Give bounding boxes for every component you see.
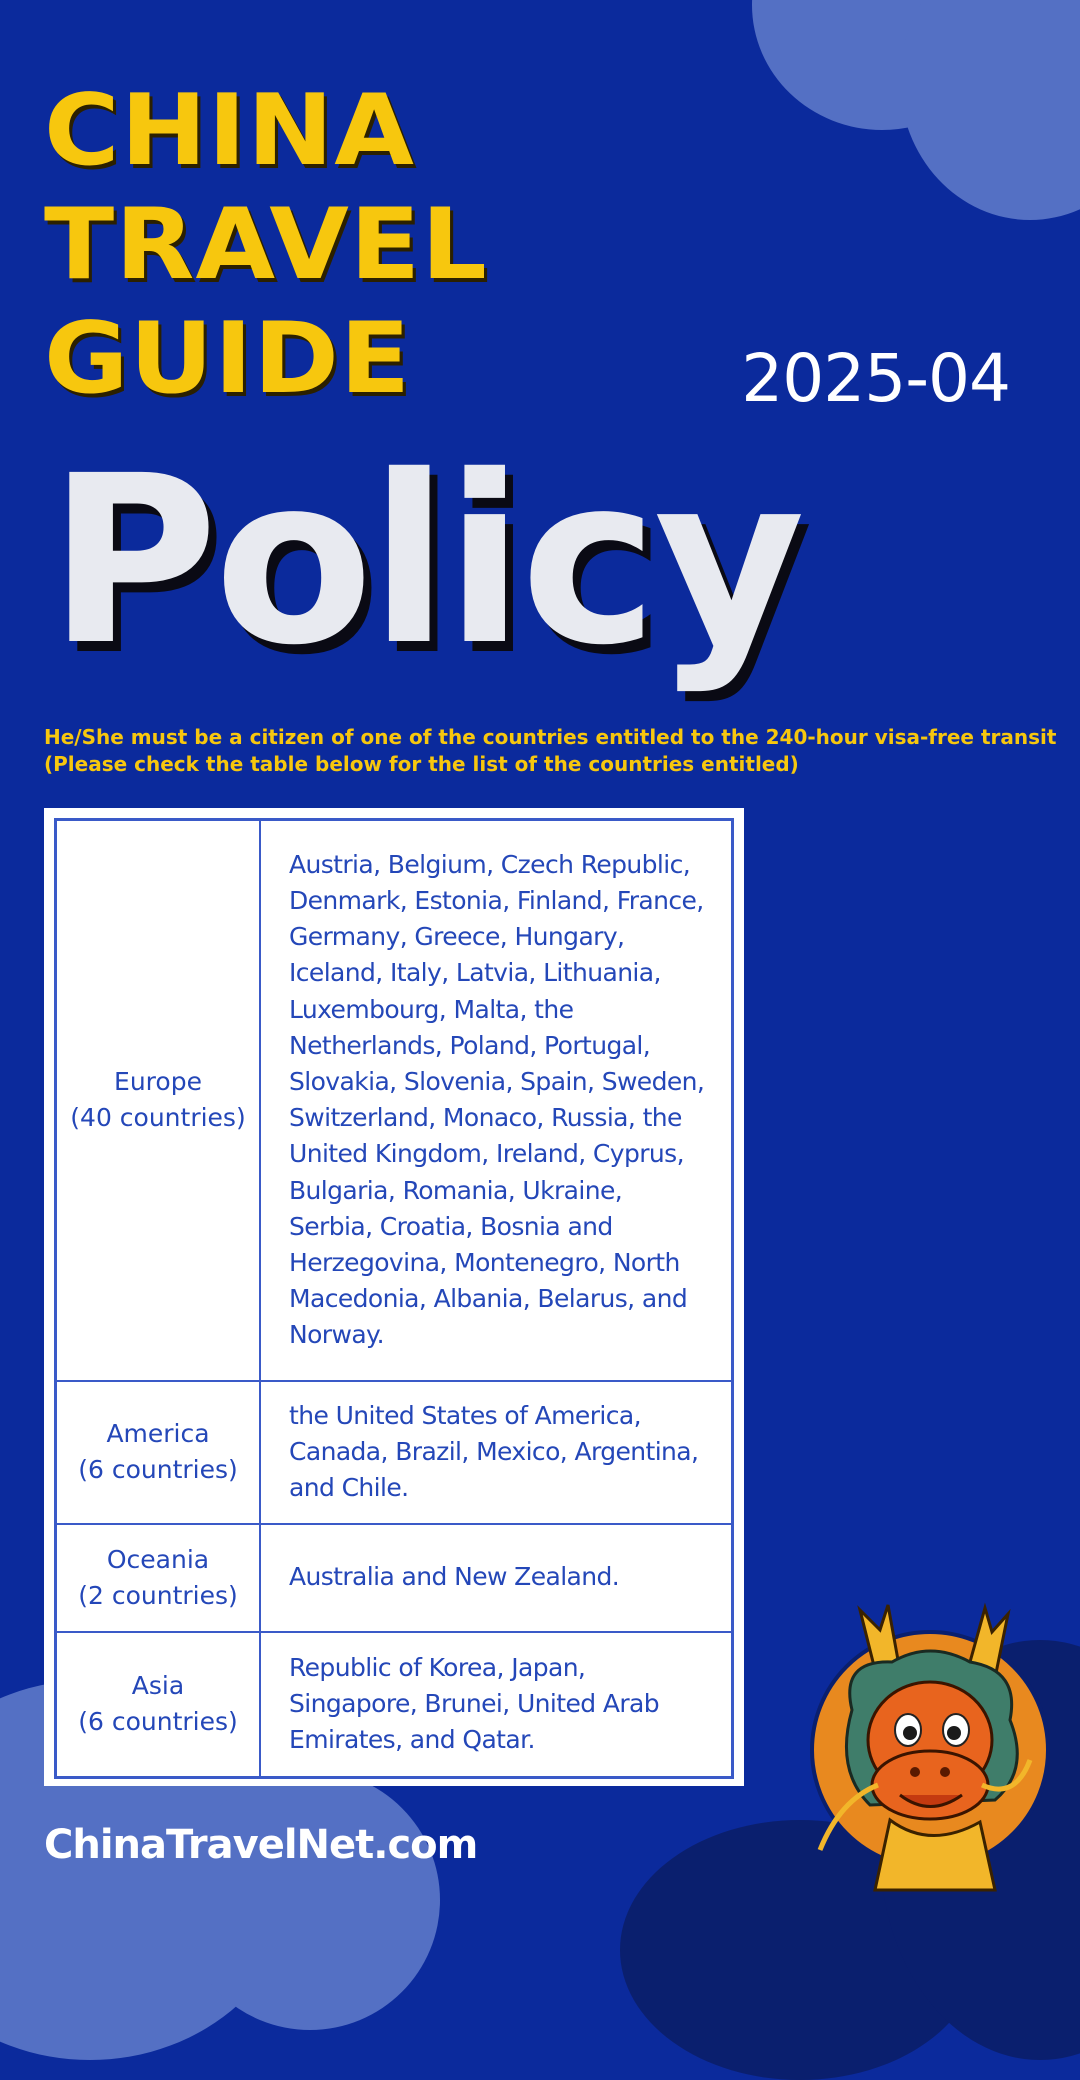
- eligibility-note: [44, 724, 1064, 778]
- countries-table: [54, 818, 734, 1779]
- region-count: (6 countries): [78, 1707, 238, 1737]
- title-line-guide: GUIDE: [44, 302, 412, 416]
- table-row-america: [56, 1381, 733, 1524]
- region-cell: [56, 1632, 261, 1778]
- table-row-asia: [56, 1632, 733, 1778]
- region-count: (6 countries): [78, 1455, 238, 1484]
- countries-cell: Republic of Korea, Japan, Singapore, Brunei, United Arab Emirates, and Qatar.: [260, 1632, 733, 1778]
- title-line-china: CHINA: [44, 74, 415, 188]
- policy-heading: Policy: [48, 426, 802, 696]
- countries-table-card: [44, 808, 744, 1786]
- eligibility-note-line-1: He/She must be a citizen of one of the countries entitled to the 240-hour visa-free transit: [44, 725, 1057, 749]
- region-count: (40 countries): [70, 1103, 246, 1133]
- countries-cell: Austria, Belgium, Czech Republic, Denmark, Estonia, Finland, France, Germany, Greece, Hungary, Iceland, Italy, Latvia, Lithuania, Luxembourg, Malta, the Netherlands, Poland, Portugal, Slovakia, Slovenia, Spain, Sweden, Switzerland, Monaco, Russia, the United Kingdom, Ireland, Cyprus, Bulgaria, Romania, Ukraine, Serbia, Croatia, Bosnia and Herzegovina, Montenegro, North Macedonia, Albania, Belarus, and Norway.: [260, 820, 733, 1381]
- bg-blob-top-right-2: [900, 0, 1080, 220]
- countries-cell: Australia and New Zealand.: [260, 1524, 733, 1632]
- site-url[interactable]: ChinaTravelNet.com: [44, 1822, 478, 1868]
- table-row-europe: [56, 820, 733, 1381]
- region-name: Asia: [131, 1671, 185, 1701]
- region-name: America: [106, 1419, 210, 1448]
- region-count: (2 countries): [78, 1580, 238, 1610]
- eligibility-note-line-2: (Please check the table below for the list of the countries entitled): [44, 752, 799, 776]
- issue-date: 2025-04: [741, 340, 1010, 417]
- bg-blob-bottom-left-2: [180, 1770, 440, 2030]
- region-name: Europe: [114, 1067, 202, 1097]
- dragon-mascot-icon: [780, 1600, 1060, 1900]
- region-cell: [56, 1524, 261, 1632]
- region-cell: [56, 820, 261, 1381]
- table-row-oceania: [56, 1524, 733, 1632]
- countries-cell: the United States of America, Canada, Brazil, Mexico, Argentina, and Chile.: [260, 1381, 733, 1524]
- region-name: Oceania: [106, 1544, 210, 1574]
- region-cell: [56, 1381, 261, 1524]
- title-line-travel: TRAVEL: [44, 188, 488, 302]
